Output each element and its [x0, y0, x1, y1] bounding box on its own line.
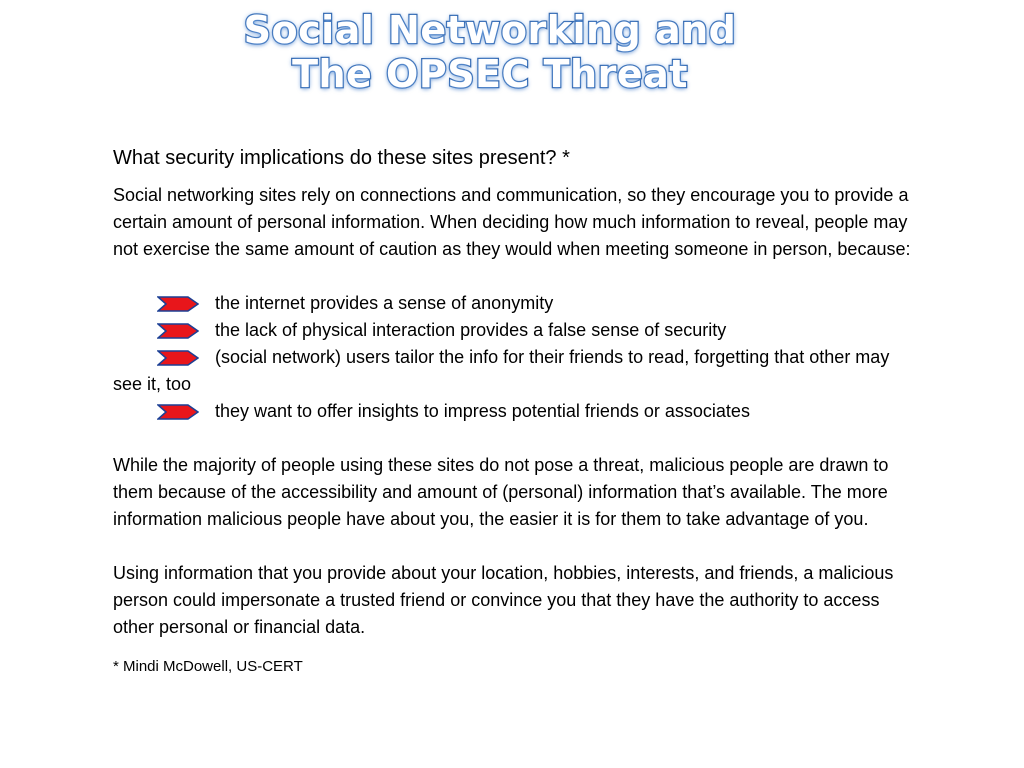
list-item [113, 344, 923, 398]
spacer [113, 533, 923, 560]
bullet-text: the internet provides a sense of anonymity [215, 293, 554, 313]
red-arrow-bullet-icon [157, 404, 199, 420]
source-footnote: * Mindi McDowell, US-CERT [113, 658, 303, 675]
bullet-list [113, 290, 923, 425]
impersonation-paragraph: Using information that you provide about your location, hobbies, interests, and friends, a malicious person could impersonate a trusted friend or convince you that they have the authority to access other personal or financial data. [113, 563, 894, 637]
list-item [113, 290, 923, 317]
red-arrow-bullet-icon [157, 296, 199, 312]
bullet-text: they want to offer insights to impress potential friends or associates [215, 401, 750, 421]
question-heading: What security implications do these sites present? * [113, 147, 570, 169]
list-item [113, 317, 923, 344]
red-arrow-bullet-icon [157, 350, 199, 366]
list-item [113, 398, 923, 425]
intro-paragraph: Social networking sites rely on connections and communication, so they encourage you to provide a certain amount of personal information. When deciding how much information to reveal, people may not exercise the same amount of caution as they would when meeting someone in person, because: [113, 185, 911, 259]
bullet-text: the lack of physical interaction provides a false sense of security [215, 320, 727, 340]
slide-title-line-2: The OPSEC Threat [292, 52, 688, 96]
spacer [113, 425, 923, 452]
slide-title [0, 8, 980, 96]
bullet-text: (social network) users tailor the info for their friends to read, forgetting that other may see it, too [113, 347, 890, 394]
spacer [113, 263, 923, 290]
red-arrow-bullet-icon [157, 323, 199, 339]
slide-body [113, 145, 923, 677]
slide-title-line-1: Social Networking and [243, 8, 737, 52]
threat-paragraph: While the majority of people using these sites do not pose a threat, malicious people are drawn to them because of the accessibility and amount of (personal) information that’s available. The more information malicious people have about you, the easier it is for them to take advantage of you. [113, 455, 889, 529]
